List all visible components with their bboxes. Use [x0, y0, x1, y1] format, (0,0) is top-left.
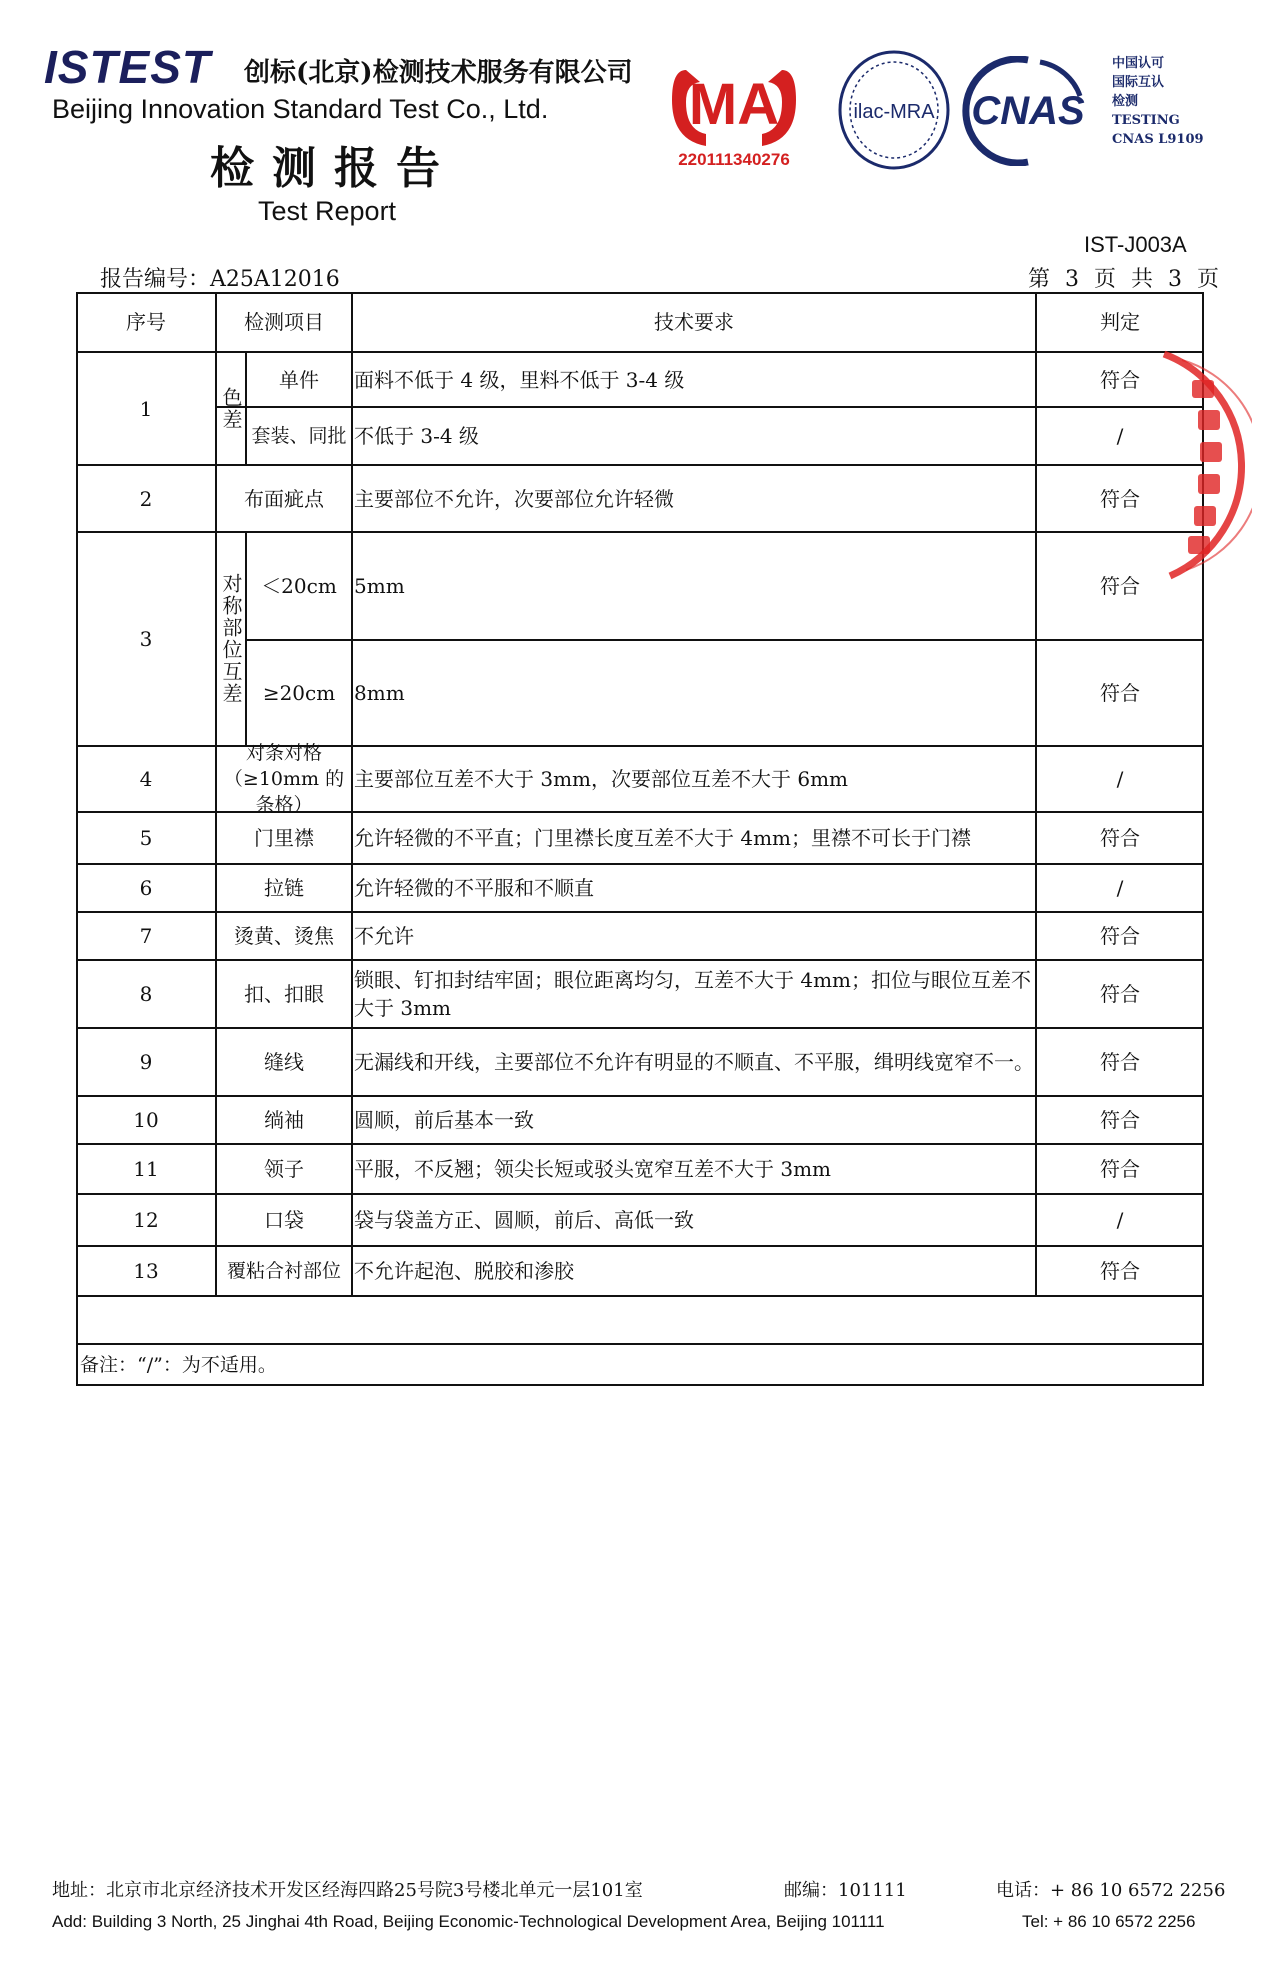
row-12-no: 12: [133, 1208, 159, 1232]
row-10-result: 符合: [1100, 1108, 1140, 1132]
row-5-result: 符合: [1100, 826, 1140, 850]
cnas-logo-text: CNAS: [971, 89, 1085, 133]
header-cell-result: 判定: [1100, 310, 1140, 334]
row-10-item: 绱袖: [264, 1108, 304, 1132]
row-4-requirement: 主要部位互差不大于 3mm，次要部位互差不大于 6mm: [354, 767, 849, 791]
row-6-requirement: 允许轻微的不平服和不顺直: [354, 876, 594, 900]
company-name-cn: 创标(北京)检测技术服务有限公司: [244, 58, 633, 88]
row-3-item-group: 对称部位互差: [219, 573, 243, 705]
row-13-result: 符合: [1100, 1259, 1140, 1283]
report-title-en: Test Report: [258, 196, 397, 226]
company-name-en: Beijing Innovation Standard Test Co., Ltd.: [52, 94, 549, 124]
row-9-requirement: 无漏线和开线，主要部位不允许有明显的不顺直、不平服，缉明线宽窄不一。: [354, 1050, 1034, 1074]
cnas-accreditation-text: 中国认可 国际互认 检测 TESTING CNAS L9109: [1112, 56, 1204, 147]
footer-phone-en: Tel: + 86 10 6572 2256: [1022, 1912, 1196, 1931]
row-4-item: 对条对格（≥10mm 的条格）: [223, 742, 345, 816]
row-9-item: 缝线: [264, 1050, 304, 1074]
row-3-no: 3: [139, 627, 153, 651]
row-4-no: 4: [139, 767, 153, 791]
official-seal-stamp: [1152, 340, 1252, 590]
footer-address-cn: 地址：北京市北京经济技术开发区经海四路25号院3号楼北单元一层101室: [52, 1880, 643, 1901]
row-1-requirement: 面料不低于 4 级，里料不低于 3-4 级: [354, 367, 685, 392]
page-indicator: 第 3 页 共 3 页: [1028, 267, 1223, 292]
row-9-no: 9: [139, 1050, 153, 1074]
table-note: 备注：“/”：为不适用。: [80, 1354, 277, 1376]
row-2-requirement: 主要部位不允许，次要部位允许轻微: [354, 486, 674, 511]
row-4-result: /: [1116, 767, 1124, 791]
row-13-requirement: 不允许起泡、脱胶和渗胶: [354, 1259, 574, 1283]
row-5-requirement: 允许轻微的不平直；门里襟长度互差不大于 4mm；里襟不可长于门襟: [354, 826, 972, 850]
row-9-result: 符合: [1100, 1050, 1140, 1074]
row-11-item: 领子: [264, 1157, 304, 1181]
row-1-result: 符合: [1100, 367, 1140, 392]
row-1-item-group: 色差: [219, 386, 243, 431]
report-title-cn: 检测报告: [210, 143, 458, 194]
row-7-item: 烫黄、烫焦: [234, 924, 334, 948]
row-6-result: /: [1116, 876, 1124, 900]
row-2-no: 2: [139, 486, 153, 511]
row-3b-result: 符合: [1100, 681, 1140, 705]
row-12-requirement: 袋与袋盖方正、圆顺，前后、高低一致: [354, 1208, 694, 1232]
row-11-result: 符合: [1100, 1157, 1140, 1181]
row-10-no: 10: [133, 1108, 159, 1132]
row-3-item: ＜20cm: [261, 574, 337, 598]
row-10-requirement: 圆顺，前后基本一致: [354, 1108, 534, 1132]
report-number: 报告编号：A25A12016: [100, 267, 340, 292]
row-12-item: 口袋: [264, 1208, 304, 1232]
row-1b-result: /: [1116, 424, 1124, 448]
row-1b-item: 套装、同批: [251, 425, 347, 447]
footer-postcode: 邮编：101111: [784, 1880, 907, 1901]
row-7-no: 7: [139, 924, 153, 948]
row-13-no: 13: [133, 1259, 159, 1283]
row-8-item: 扣、扣眼: [244, 982, 324, 1006]
row-8-no: 8: [139, 982, 153, 1006]
row-3-result: 符合: [1100, 574, 1140, 598]
row-6-item: 拉链: [264, 876, 304, 900]
ilac-logo-text: ilac-MRA: [853, 101, 935, 123]
cma-logo-text: MA: [688, 72, 780, 137]
row-2-item: 布面疵点: [244, 486, 324, 511]
company-logo: ISTEST: [44, 41, 212, 93]
row-3b-requirement: 8mm: [354, 681, 405, 705]
row-1b-requirement: 不低于 3-4 级: [354, 424, 479, 448]
row-2-result: 符合: [1100, 486, 1140, 511]
cnas-logo: [960, 56, 1096, 166]
row-11-no: 11: [133, 1157, 159, 1181]
row-13-item: 覆粘合衬部位: [226, 1260, 341, 1282]
header-cell-requirement: 技术要求: [654, 310, 734, 334]
row-1-item: 单件: [279, 367, 319, 392]
row-1-no: 1: [139, 396, 153, 421]
row-7-requirement: 不允许: [354, 924, 414, 948]
row-11-requirement: 平服，不反翘；领尖长短或驳头宽窄互差不大于 3mm: [354, 1157, 832, 1181]
row-5-item: 门里襟: [254, 826, 314, 850]
row-8-result: 符合: [1100, 982, 1140, 1006]
ilac-mra-logo: [836, 48, 952, 172]
document-code: IST-J003A: [1084, 232, 1187, 257]
header-cell-no: 序号: [126, 310, 166, 334]
row-3-requirement: 5mm: [354, 574, 405, 598]
row-3b-item: ≥20cm: [262, 681, 336, 705]
row-12-result: /: [1116, 1208, 1124, 1232]
row-8-requirement: 锁眼、钉扣封结牢固；眼位距离均匀，互差不大于 4mm；扣位与眼位互差不大于 3mm: [354, 968, 1032, 1020]
row-5-no: 5: [139, 826, 153, 850]
row-6-no: 6: [139, 876, 153, 900]
cma-number: 220111340276: [678, 150, 790, 169]
footer-address-en: Add: Building 3 North, 25 Jinghai 4th Road, Beijing Economic-Technological Development Area, Beijing 101111: [52, 1912, 885, 1931]
footer-phone-cn: 电话：+ 86 10 6572 2256: [996, 1880, 1226, 1901]
header-cell-item: 检测项目: [244, 310, 324, 334]
row-7-result: 符合: [1100, 924, 1140, 948]
